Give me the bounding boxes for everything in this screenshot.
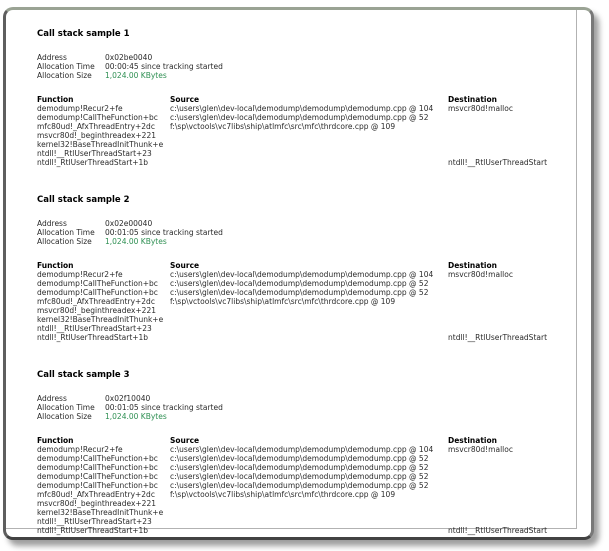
allocation-size-label: Allocation Size (37, 412, 92, 421)
function-cell: kernel32!BaseThreadInitThunk+e (37, 508, 164, 517)
table-row (37, 324, 576, 333)
allocation-meta (37, 53, 576, 80)
source-cell (170, 324, 448, 333)
destination-cell (448, 508, 576, 517)
function-column-header: Function (37, 436, 74, 445)
source-cell: f:\sp\vctools\vc7libs\ship\atlmfc\src\mfc\thrdcore.cpp @ 109 (170, 490, 396, 499)
source-cell: f:\sp\vctools\vc7libs\ship\atlmfc\src\mfc\thrdcore.cpp @ 109 (170, 122, 396, 131)
allocation-time-value: 00:01:05 since tracking started (105, 403, 223, 412)
table-row (37, 508, 576, 517)
destination-cell: ntdll!__RtlUserThreadStart (448, 158, 548, 167)
function-cell: ntdll!__RtlUserThreadStart+23 (37, 517, 152, 526)
sample-title: Call stack sample 1 (37, 29, 130, 39)
function-cell: mfc80ud!_AfxThreadEntry+2dc (37, 122, 155, 131)
function-cell: msvcr80d!_beginthreadex+221 (37, 131, 156, 140)
source-cell: c:\users\glen\dev-local\demodump\demodump\demodump.cpp @ 52 (170, 481, 429, 490)
destination-column-header: Destination (448, 261, 497, 270)
source-cell: c:\users\glen\dev-local\demodump\demodump\demodump.cpp @ 52 (170, 279, 429, 288)
function-cell: demodump!CallTheFunction+bc (37, 454, 158, 463)
address-value: 0x02e00040 (105, 219, 153, 228)
allocation-time-value: 00:00:45 since tracking started (105, 62, 223, 71)
function-cell: ntdll!_RtlUserThreadStart+1b (37, 526, 149, 535)
address-label: Address (37, 219, 67, 228)
allocation-time-label: Allocation Time (37, 228, 95, 237)
function-cell: demodump!Recur2+fe (37, 270, 123, 279)
call-stack-sample-2 (37, 195, 576, 342)
source-cell (170, 517, 448, 526)
table-row (37, 279, 576, 288)
function-cell: demodump!CallTheFunction+bc (37, 463, 158, 472)
allocation-size-label: Allocation Size (37, 237, 92, 246)
destination-cell (448, 306, 576, 315)
destination-cell (448, 517, 576, 526)
function-cell: demodump!Recur2+fe (37, 104, 123, 113)
function-cell: ntdll!__RtlUserThreadStart+23 (37, 324, 152, 333)
function-cell: ntdll!_RtlUserThreadStart+1b (37, 158, 149, 167)
address-label: Address (37, 394, 67, 403)
stack-table (37, 436, 576, 535)
source-column-header: Source (170, 436, 200, 445)
destination-cell (448, 490, 576, 499)
table-row (37, 122, 576, 131)
destination-cell: msvcr80d!malloc (448, 104, 513, 113)
destination-cell (448, 499, 576, 508)
address-value: 0x02be0040 (105, 53, 153, 62)
table-row (37, 306, 576, 315)
table-row (37, 104, 576, 113)
destination-cell (448, 113, 576, 122)
destination-cell (448, 122, 576, 131)
sample-title: Call stack sample 3 (37, 370, 130, 380)
function-cell: ntdll!_RtlUserThreadStart+1b (37, 333, 149, 342)
source-cell (170, 131, 448, 140)
source-cell: f:\sp\vctools\vc7libs\ship\atlmfc\src\mfc\thrdcore.cpp @ 109 (170, 297, 396, 306)
destination-cell (448, 149, 576, 158)
function-cell: demodump!CallTheFunction+bc (37, 481, 158, 490)
allocation-meta (37, 394, 576, 421)
source-cell: c:\users\glen\dev-local\demodump\demodump\demodump.cpp @ 104 (170, 270, 434, 279)
stack-table-header (37, 95, 576, 104)
destination-cell: msvcr80d!malloc (448, 445, 513, 454)
allocation-time-value: 00:01:05 since tracking started (105, 228, 223, 237)
function-cell: demodump!CallTheFunction+bc (37, 472, 158, 481)
function-column-header: Function (37, 261, 74, 270)
function-cell: kernel32!BaseThreadInitThunk+e (37, 315, 164, 324)
source-cell (170, 306, 448, 315)
table-row (37, 445, 576, 454)
destination-cell (448, 288, 576, 297)
source-cell: c:\users\glen\dev-local\demodump\demodump\demodump.cpp @ 104 (170, 445, 434, 454)
table-row (37, 297, 576, 306)
stack-table-header (37, 436, 576, 445)
destination-cell: ntdll!__RtlUserThreadStart (448, 333, 548, 342)
function-cell: demodump!Recur2+fe (37, 445, 123, 454)
table-row (37, 472, 576, 481)
source-cell (170, 315, 448, 324)
stack-rows (37, 104, 576, 167)
table-row (37, 463, 576, 472)
function-cell: msvcr80d!_beginthreadex+221 (37, 306, 156, 315)
allocation-size-label: Allocation Size (37, 71, 92, 80)
destination-cell (448, 131, 576, 140)
stack-table-header (37, 261, 576, 270)
source-column-header: Source (170, 95, 200, 104)
allocation-size-value: 1,024.00 KBytes (105, 71, 167, 80)
address-value: 0x02f10040 (105, 394, 151, 403)
function-cell: demodump!CallTheFunction+bc (37, 288, 158, 297)
call-stack-sample-1 (37, 29, 576, 167)
table-row (37, 490, 576, 499)
source-cell: c:\users\glen\dev-local\demodump\demodump\demodump.cpp @ 52 (170, 463, 429, 472)
allocation-time-label: Allocation Time (37, 62, 95, 71)
destination-cell (448, 315, 576, 324)
destination-cell (448, 297, 576, 306)
destination-cell (448, 481, 576, 490)
source-cell (170, 149, 448, 158)
table-row (37, 315, 576, 324)
destination-cell (448, 463, 576, 472)
table-row (37, 270, 576, 279)
table-row (37, 158, 576, 167)
allocation-size-value: 1,024.00 KBytes (105, 412, 167, 421)
table-row (37, 131, 576, 140)
table-row (37, 526, 576, 535)
table-row (37, 333, 576, 342)
stack-rows (37, 445, 576, 535)
stack-rows (37, 270, 576, 342)
address-label: Address (37, 53, 67, 62)
allocation-size-value: 1,024.00 KBytes (105, 237, 167, 246)
source-cell (170, 158, 448, 167)
call-stack-sample-3 (37, 370, 576, 535)
table-row (37, 113, 576, 122)
screenshot-frame (3, 7, 594, 540)
allocation-time-label: Allocation Time (37, 403, 95, 412)
function-cell: mfc80ud!_AfxThreadEntry+2dc (37, 297, 155, 306)
table-row (37, 517, 576, 526)
sample-title: Call stack sample 2 (37, 195, 130, 205)
table-row (37, 499, 576, 508)
destination-cell (448, 140, 576, 149)
destination-cell (448, 472, 576, 481)
source-cell: c:\users\glen\dev-local\demodump\demodump\demodump.cpp @ 52 (170, 454, 429, 463)
function-cell: msvcr80d!_beginthreadex+221 (37, 499, 156, 508)
function-cell: demodump!CallTheFunction+bc (37, 113, 158, 122)
stack-table (37, 95, 576, 167)
destination-cell: ntdll!__RtlUserThreadStart (448, 526, 548, 535)
destination-cell (448, 324, 576, 333)
source-cell (170, 140, 448, 149)
source-cell (170, 526, 448, 535)
function-cell: demodump!CallTheFunction+bc (37, 279, 158, 288)
function-cell: mfc80ud!_AfxThreadEntry+2dc (37, 490, 155, 499)
source-cell: c:\users\glen\dev-local\demodump\demodump\demodump.cpp @ 52 (170, 472, 429, 481)
table-row (37, 481, 576, 490)
destination-cell (448, 454, 576, 463)
source-column-header: Source (170, 261, 200, 270)
table-row (37, 140, 576, 149)
destination-cell: msvcr80d!malloc (448, 270, 513, 279)
allocation-meta (37, 219, 576, 246)
source-cell: c:\users\glen\dev-local\demodump\demodump\demodump.cpp @ 104 (170, 104, 434, 113)
function-cell: ntdll!__RtlUserThreadStart+23 (37, 149, 152, 158)
source-cell (170, 508, 448, 517)
table-row (37, 288, 576, 297)
table-row (37, 454, 576, 463)
call-stack-report (6, 10, 577, 535)
function-cell: kernel32!BaseThreadInitThunk+e (37, 140, 164, 149)
source-cell: c:\users\glen\dev-local\demodump\demodump\demodump.cpp @ 52 (170, 288, 429, 297)
destination-cell (448, 279, 576, 288)
table-row (37, 149, 576, 158)
source-cell: c:\users\glen\dev-local\demodump\demodump\demodump.cpp @ 52 (170, 113, 429, 122)
source-cell (170, 333, 448, 342)
destination-column-header: Destination (448, 95, 497, 104)
function-column-header: Function (37, 95, 74, 104)
source-cell (170, 499, 448, 508)
stack-table (37, 261, 576, 342)
destination-column-header: Destination (448, 436, 497, 445)
